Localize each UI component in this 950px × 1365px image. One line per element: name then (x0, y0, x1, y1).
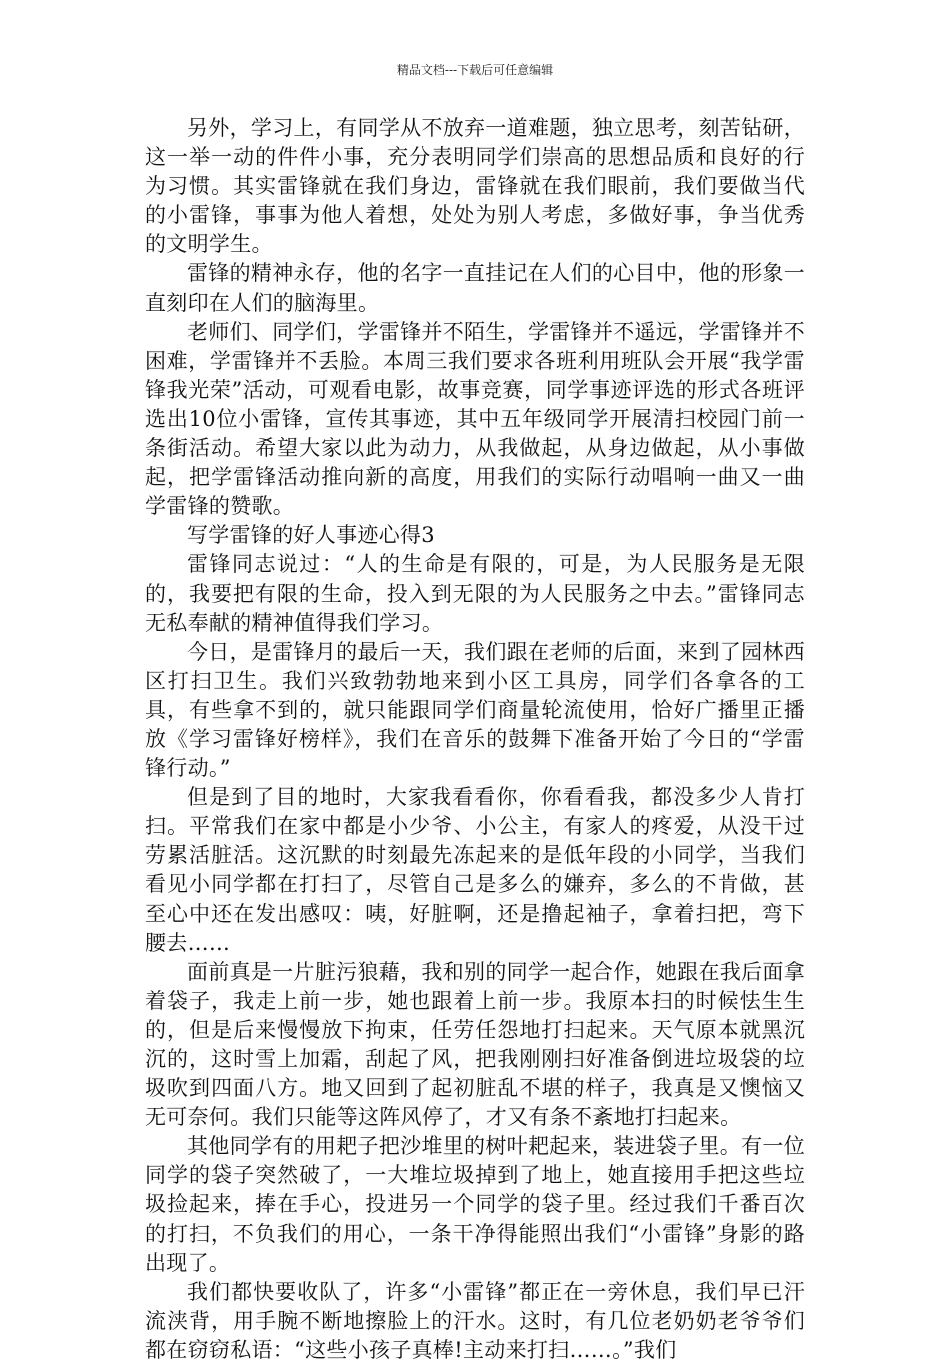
section-heading: 写学雷锋的好人事迹心得3 (187, 523, 435, 548)
paragraph-7: 面前真是一片脏污狼藉，我和别的同学一起合作，她跟在我后面拿着袋子，我走上前一步，她也跟着上前一步。我原本扫的时候怯生生的，但是后来慢慢放下拘束，任劳任怨地打扫起来。天气原本就黑沉沉的，这时雪上加霜，刮起了风，把我刚刚扫好准备倒进垃圾袋的垃圾吹到四面八方。地又回到了起初脏乱不堪的样子，我真是又懊恼又无可奈何。我们只能等这阵风停了，才又有条不紊地打扫起来。 (145, 959, 805, 1130)
paragraph-9: 我们都快要收队了，许多“小雷锋”都正在一旁休息，我们早已汗流浃背，用手腕不断地擦脸上的汗水。这时，有几位老奶奶老爷爷们都在窃窃私语：“这些小孩子真棒!主动来打扫……。”我们 (145, 1279, 805, 1362)
paragraph-6: 但是到了目的地时，大家我看看你，你看看我，都没多少人肯打扫。平常我们在家中都是小少爷、小公主，有家人的疼爱，从没干过劳累活脏活。这沉默的时刻最先冻起来的是低年段的小同学，当我们看见小同学都在打扫了，尽管自己是多么的嫌弃，多么的不肯做，甚至心中还在发出感叹：咦，好脏啊，还是撸起袖子，拿着扫把，弯下腰去…… (145, 785, 805, 955)
paragraph-2: 雷锋的精神永存，他的名字一直挂记在人们的心目中，他的形象一直刻印在人们的脑海里。 (145, 261, 805, 315)
document-body (145, 114, 805, 1365)
page-header: 精品文档---下载后可任意编辑 (396, 63, 554, 77)
paragraph-8: 其他同学有的用耙子把沙堆里的树叶耙起来，装进袋子里。有一位同学的袋子突然破了，一大堆垃圾掉到了地上，她直接用手把这些垃圾捡起来，捧在手心，投进另一个同学的袋子里。经过我们千番百次的打扫，不负我们的用心，一条干净得能照出我们“小雷锋”身影的路出现了。 (145, 1134, 805, 1275)
paragraph-5: 今日，是雷锋月的最后一天，我们跟在老师的后面，来到了园林西区打扫卫生。我们兴致勃勃地来到小区工具房，同学们各拿各的工具，有些拿不到的，就只能跟同学们商量轮流使用，恰好广播里正播放《学习雷锋好榜样》，我们在音乐的鼓舞下准备开始了今日的“学雷锋行动。” (145, 639, 805, 781)
paragraph-1: 另外，学习上，有同学从不放弃一道难题，独立思考，刻苦钻研，这一举一动的件件小事，充分表明同学们崇高的思想品质和良好的行为习惯。其实雷锋就在我们身边，雷锋就在我们眼前，我们要做当代的小雷锋，事事为他人着想，处处为别人考虑，多做好事，争当优秀的文明学生。 (145, 116, 805, 257)
paragraph-3: 老师们、同学们，学雷锋并不陌生，学雷锋并不遥远，学雷锋并不困难，学雷锋并不丢脸。本周三我们要求各班利用班队会开展“我学雷锋我光荣”活动，可观看电影，故事竞赛，同学事迹评选的形式各班评选出10位小雷锋，宣传其事迹，其中五年级同学开展清扫校园门前一条街活动。希望大家以此为动力，从我做起，从身边做起，从小事做起，把学雷锋活动推向新的高度，用我们的实际行动唱响一曲又一曲学雷锋的赞歌。 (145, 319, 805, 519)
paragraph-4: 雷锋同志说过：“人的生命是有限的，可是，为人民服务是无限的，我要把有限的生命，投入到无限的为人民服务之中去。”雷锋同志无私奉献的精神值得我们学习。 (145, 552, 805, 635)
